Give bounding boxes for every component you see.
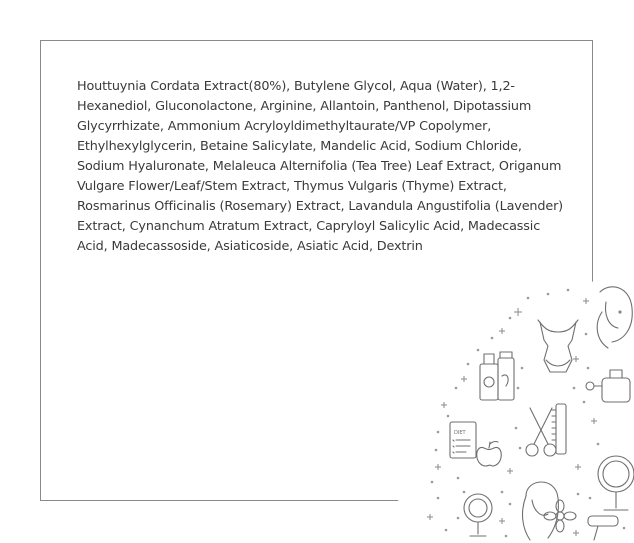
ingredients-text: Houttuynia Cordata Extract(80%), Butylene Glycol, Aqua (Water), 1,2-Hexanediol, Gluconolactone, Arginine, Allantoin, Panthenol, Dipotassium Glycyrrhizate, Ammonium Acryloyldimethyltaurate/VP Copolymer, Ethylhexylglycerin, Betaine Salicylate, Mandelic Acid, Sodium Chloride, Sodium Hyaluronate, Melaleuca Alternifolia (Tea Tree) Leaf Extract, Origanum Vulgare Flower/Leaf/Stem Extract, Thymus Vulgaris (Thyme) Extract, Rosmarinus Officinalis (Rosemary) Extract, Lavandula Angustifolia (Lavender) Extract, Cynanchum Atratum Extract, Capryloyl Salicylic Acid, Madecassic Acid, Madecassoside, Asiaticoside, Asiatic Acid, Dextrin	[77, 79, 564, 254]
diet-label: DIET	[454, 430, 466, 436]
pattern-background	[398, 268, 634, 543]
beauty-icons-pattern	[398, 268, 634, 543]
